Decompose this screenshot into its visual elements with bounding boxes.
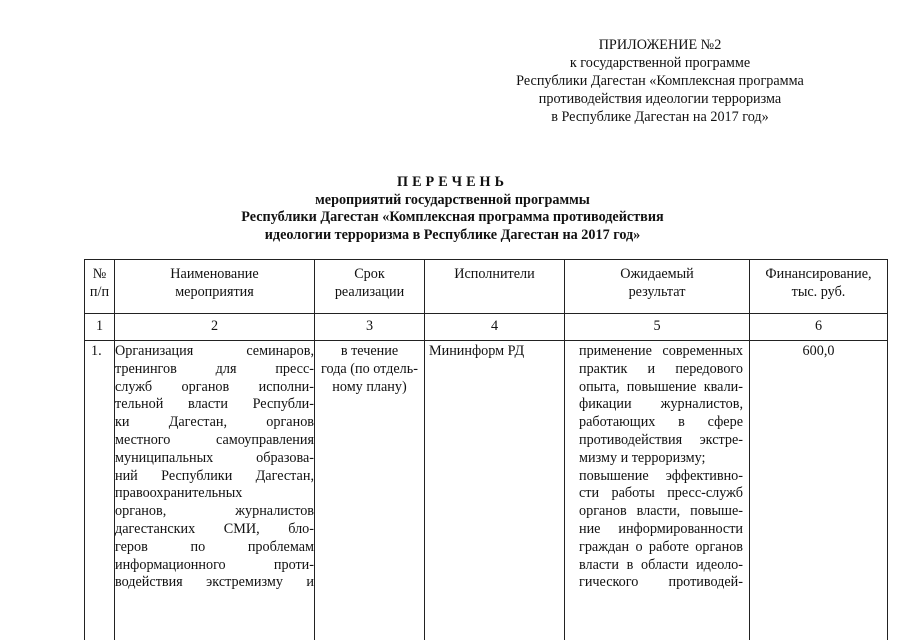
title-line: Республики Дагестан «Комплексная программа противодействия [241,209,664,225]
measure-result: применение современных практик и передового опыта, повышение квали- фикации журналистов, работающих в сфере противодействия экстре- мизму и терроризму; повышение эффективно- сти работы пресс-служб органов власти, повыше- ние информированности граждан о работе органов власти в области идеоло- гического противодей- [565,341,750,640]
column-number: 3 [315,314,425,341]
table-header-row [85,260,888,314]
appendix-line: противодействия идеологии терроризма [538,91,782,107]
column-number: 5 [565,314,750,341]
document-title [140,174,765,244]
measure-name: Организация семинаров, тренингов для пресс- служб органов исполни- тельной власти Республи- ки Дагестан, органов местного самоуправления муниципальных образова- ний Республики Дагестан, правоохранительных органов, журналистов дагестанских СМИ, бло- геров по проблемам информационного проти- водействия экстремизму и [115,341,315,640]
header-cell-result: Ожидаемый результат [565,260,750,314]
table-row [85,341,888,640]
appendix-line: в Республике Дагестан на 2017 год» [551,109,769,125]
appendix-line: Республики Дагестан «Комплексная программа [516,73,804,89]
header-cell-term: Срок реализации [315,260,425,314]
header-cell-number: № п/п [85,260,115,314]
column-number: 1 [85,314,115,341]
column-number: 4 [425,314,565,341]
column-number: 6 [750,314,888,341]
column-number: 2 [115,314,315,341]
header-cell-name: Наименование мероприятия [115,260,315,314]
appendix-block [470,36,850,126]
appendix-line: к государственной программе [569,55,751,71]
title-heading: ПЕРЕЧЕНЬ [397,174,508,190]
header-cell-funding: Финансирование, тыс. руб. [750,260,888,314]
row-number: 1. [85,341,115,640]
measure-funding: 600,0 [750,341,888,640]
title-line: мероприятий государственной программы [315,191,590,208]
title-line: идеологии терроризма в Республике Дагестан на 2017 год» [264,226,641,243]
column-number-row [85,314,888,341]
measure-term: в течение года (по отдель- ному плану) [315,341,425,640]
appendix-line: ПРИЛОЖЕНИЕ №2 [598,37,722,53]
header-cell-executors: Исполнители [425,260,565,314]
measures-table [84,259,888,640]
measure-executor: Мининформ РД [425,341,565,640]
